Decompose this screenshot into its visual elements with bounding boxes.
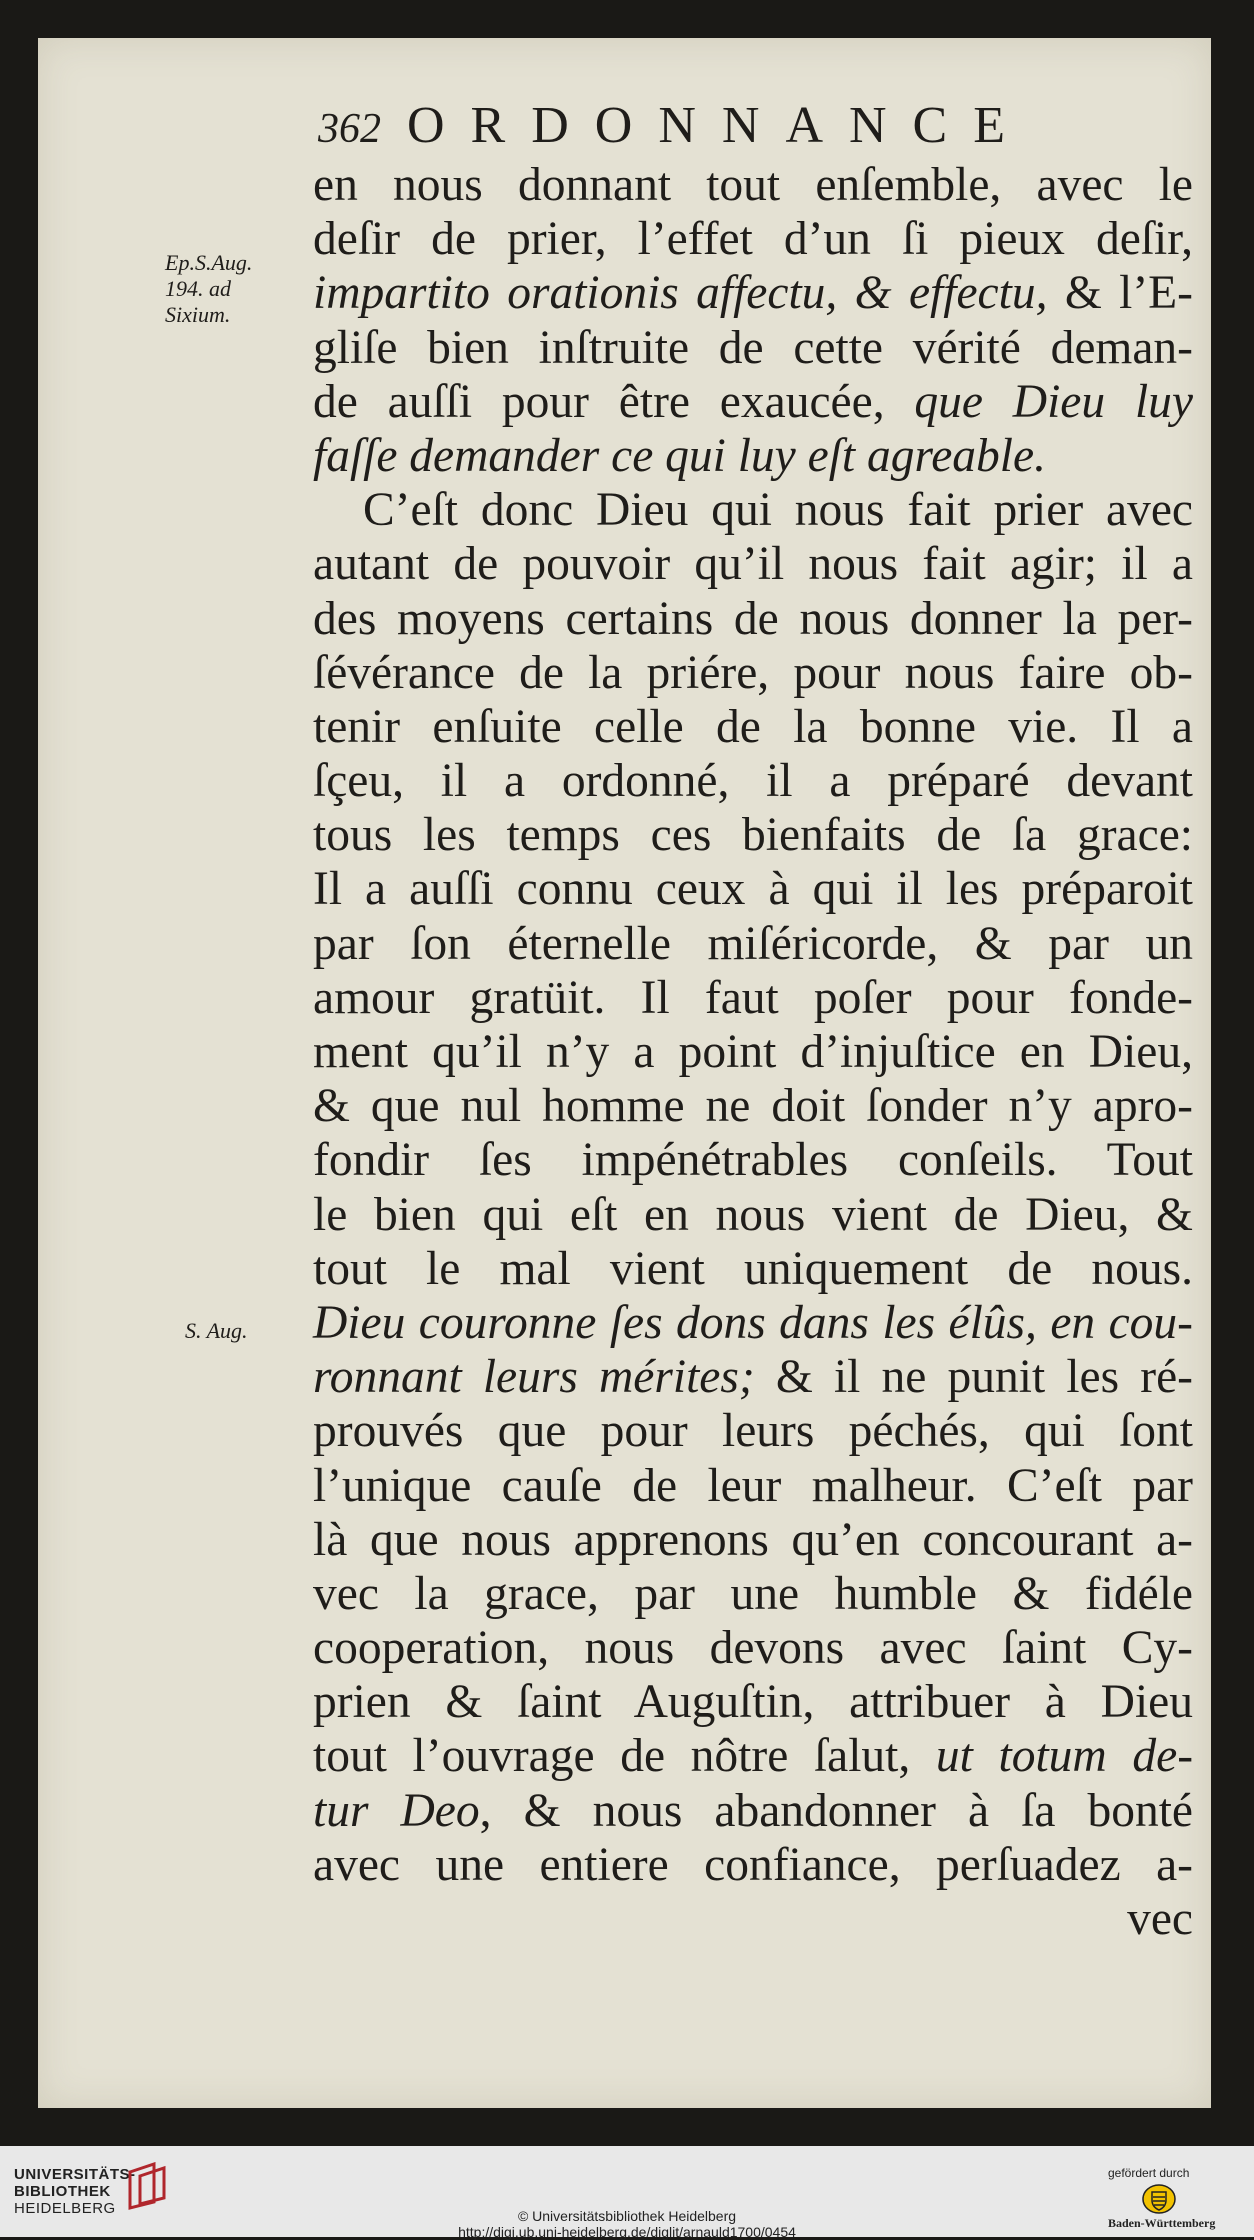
text-line: [313, 1350, 1193, 1404]
italic-quote: que Dieu luy: [914, 375, 1193, 428]
coat-of-arms-icon: [1142, 2184, 1176, 2219]
library-logo-text[interactable]: [14, 2166, 136, 2217]
running-head: ORDONNANCE: [407, 97, 1031, 154]
text-line: [313, 266, 1193, 320]
text-line: Dieu couronne ſes dons dans les élûs, en cou-: [313, 1296, 1193, 1349]
text-line: vec la grace, par une humble & fidéle: [313, 1567, 1193, 1620]
text-line: ſçeu, il a ordonné, il a préparé devant: [313, 755, 1193, 808]
body-text: [313, 158, 1193, 1946]
text-line: faſſe demander ce qui luy eſt agreable.: [313, 429, 1046, 482]
text-span: de auſſi pour être exaucée,: [313, 375, 915, 428]
text-line: fondir ſes impénétrables conſeils. Tout: [313, 1134, 1193, 1187]
page-header: [318, 96, 1031, 156]
text-span: & il ne punit les ré-: [754, 1351, 1193, 1404]
copyright-text: © Universitätsbibliothek Heidelberg: [517, 2208, 737, 2224]
text-line: en nous donnant tout enſemble, avec le: [313, 159, 1193, 211]
text-line: le bien qui eſt en nous vient de Dieu, &: [313, 1188, 1193, 1241]
text-line: Il a auſſi connu ceux à qui il les préparoit: [313, 863, 1193, 916]
text-line: par ſon éternelle miſéricorde, & par un: [313, 917, 1193, 970]
text-line: tenir enſuite celle de la bonne vie. Il a: [313, 700, 1193, 753]
margin-note-line: Sixium.: [165, 302, 231, 327]
text-line: tous les temps ces bienfaits de ſa grace:: [313, 809, 1193, 862]
text-line: autant de pouvoir qu’il nous fait agir; il a: [313, 538, 1193, 591]
text-line: prien & ſaint Auguſtin, attribuer à Dieu: [313, 1676, 1193, 1729]
text-line: tout le mal vient uniquement de nous.: [313, 1242, 1193, 1295]
sponsor-label: gefördert durch: [1108, 2166, 1190, 2180]
text-line: ment qu’il n’y a point d’injuſtice en Dieu,: [313, 1026, 1193, 1078]
text-line: deſir de prier, l’effet d’un ſi pieux deſir,: [313, 213, 1193, 266]
margin-note-line: Ep.S.Aug.: [165, 250, 253, 275]
text-line: & que nul homme ne doit ſonder n’y apro-: [313, 1080, 1193, 1133]
catchword: vec: [1127, 1893, 1193, 1945]
margin-note-epistle: [165, 250, 252, 328]
text-line: [313, 375, 1193, 429]
text-line: prouvés que pour leurs péchés, qui ſont: [313, 1405, 1193, 1458]
text-line: [313, 1729, 1193, 1783]
source-url-link[interactable]: http://digi.ub.uni-heidelberg.de/diglit/arnauld1700/0454: [458, 2224, 796, 2240]
copyright-notice: [400, 2208, 854, 2240]
library-logo-icon: [124, 2162, 174, 2215]
text-span: , & nous abandonner à ſa bonté: [479, 1784, 1194, 1837]
library-name-line: UNIVERSITÄTS-: [14, 2166, 136, 2183]
latin-quote: impartito orationis affectu, & effectu,: [313, 267, 1048, 320]
text-line: l’unique cauſe de leur malheur. C’eſt par: [313, 1459, 1193, 1512]
margin-note-line: 194. ad: [165, 276, 231, 301]
text-line: des moyens certains de nous donner la per-: [313, 592, 1193, 645]
text-line: amour gratüit. Il faut poſer pour fonde-: [313, 971, 1193, 1024]
text-span: & l’E-: [1047, 267, 1194, 320]
text-line: C’eſt donc Dieu qui nous fait prier avec: [363, 484, 1193, 537]
text-line: gliſe bien inſtruite de cette vérité deman-: [313, 321, 1193, 374]
latin-quote: tur Deo: [313, 1784, 480, 1837]
library-name-line: BIBLIOTHEK: [14, 2183, 111, 2200]
page-number: 362: [318, 106, 381, 152]
sponsor-name: Baden-Württemberg: [1108, 2216, 1216, 2230]
text-line: ſévérance de la priére, pour nous faire ob-: [313, 646, 1193, 699]
library-name-line: HEIDELBERG: [14, 2200, 116, 2217]
footer-bar: [0, 2146, 1254, 2240]
italic-quote: ronnant leurs mérites;: [313, 1351, 755, 1404]
text-span: tout l’ouvrage de nôtre ſalut,: [313, 1730, 936, 1783]
text-line: cooperation, nous devons avec ſaint Cy-: [313, 1622, 1193, 1675]
text-line: avec une entiere confiance, perſuadez a-: [313, 1838, 1193, 1891]
latin-quote: ut totum de-: [935, 1730, 1194, 1783]
margin-note-augustine: S. Aug.: [185, 1318, 248, 1343]
text-line: [313, 1784, 1193, 1838]
text-line: là que nous apprenons qu’en concourant a-: [313, 1513, 1193, 1566]
